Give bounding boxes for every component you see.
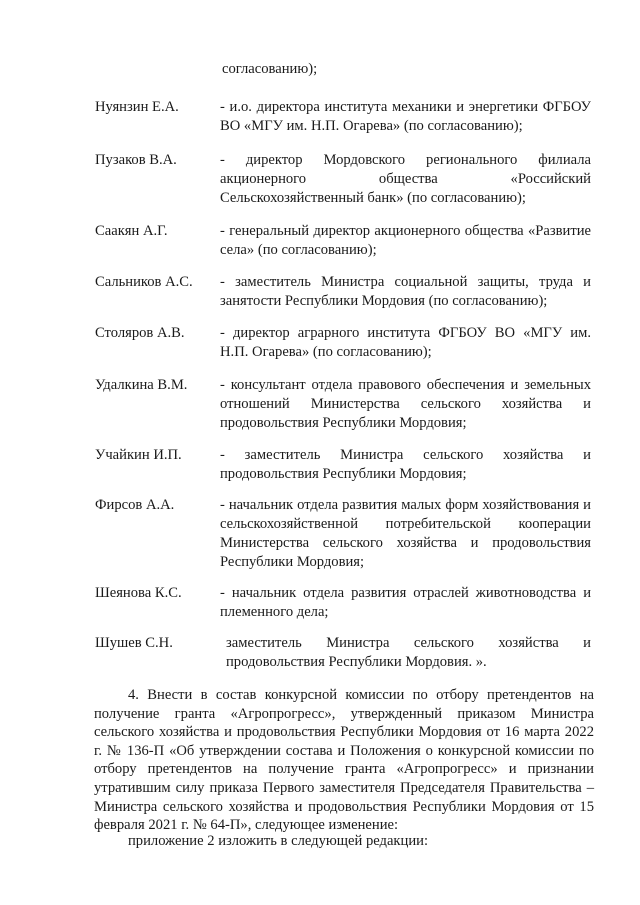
member-name: Саакян А.Г. xyxy=(95,223,168,239)
member-role: - начальник отдела развития отраслей животноводства и племенного дела; xyxy=(220,585,591,620)
member-role: - начальник отдела развития малых форм хозяйствования и сельскохозяйственной потребительской кооперации Министерства сельского хозяйства и продовольствия Республики Мордовия; xyxy=(220,497,591,570)
member-name: Пузаков В.А. xyxy=(95,152,177,168)
member-name: Шеянова К.С. xyxy=(95,585,182,601)
member-name: Фирсов А.А. xyxy=(95,497,175,513)
member-role: - генеральный директор акционерного общества «Развитие села» (по согласованию); xyxy=(220,223,591,258)
member-role: - заместитель Министра социальной защиты, труда и занятости Республики Мордовия (по согласованию); xyxy=(220,274,591,309)
member-name: Столяров А.В. xyxy=(95,325,185,341)
member-role: - заместитель Министра сельского хозяйства и продовольствия Республики Мордовия; xyxy=(220,447,591,482)
continuation-text: согласованию); xyxy=(222,61,318,77)
member-name: Сальников А.С. xyxy=(95,274,193,290)
member-role: - консультант отдела правового обеспечения и земельных отношений Министерства сельского хозяйства и продовольствия Республики Мордовия; xyxy=(220,377,591,431)
member-role: - директор аграрного института ФГБОУ ВО «МГУ им. Н.П. Огарева» (по согласованию); xyxy=(220,325,591,360)
member-role: - директор Мордовского регионального филиала акционерного общества «Российский Сельскохозяйственный банк» (по согласованию); xyxy=(220,152,591,206)
member-role: - и.о. директора института механики и энергетики ФГБОУ ВО «МГУ им. Н.П. Огарева» (по согласованию); xyxy=(220,99,591,134)
member-name: Учайкин И.П. xyxy=(95,447,182,463)
paragraph-4: 4. Внести в состав конкурсной комиссии по отбору претендентов на получение гранта «Агропрогресс», утвержденный приказом Министра сельского хозяйства и продовольствия Республики Мордовия от 16 марта 2022 г. № 136-П «Об утверждении состава и Положения о конкурсной комиссии по отбору претендентов на получение гранта «Агропрогресс» и признании утратившим силу приказа Первого заместителя Председателя Правительства – Министра сельского хозяйства и продовольствия Республики Мордовия от 15 февраля 2021 г. № 64-П», следующее изменение: xyxy=(94,687,594,834)
member-name: Удалкина В.М. xyxy=(95,377,188,393)
member-name: Шушев С.Н. xyxy=(95,635,173,651)
member-name: Нуянзин Е.А. xyxy=(95,99,179,115)
member-role: заместитель Министра сельского хозяйства и продовольствия Республики Мордовия. ». xyxy=(226,635,591,670)
amendment-line: приложение 2 изложить в следующей редакции: xyxy=(128,833,428,849)
